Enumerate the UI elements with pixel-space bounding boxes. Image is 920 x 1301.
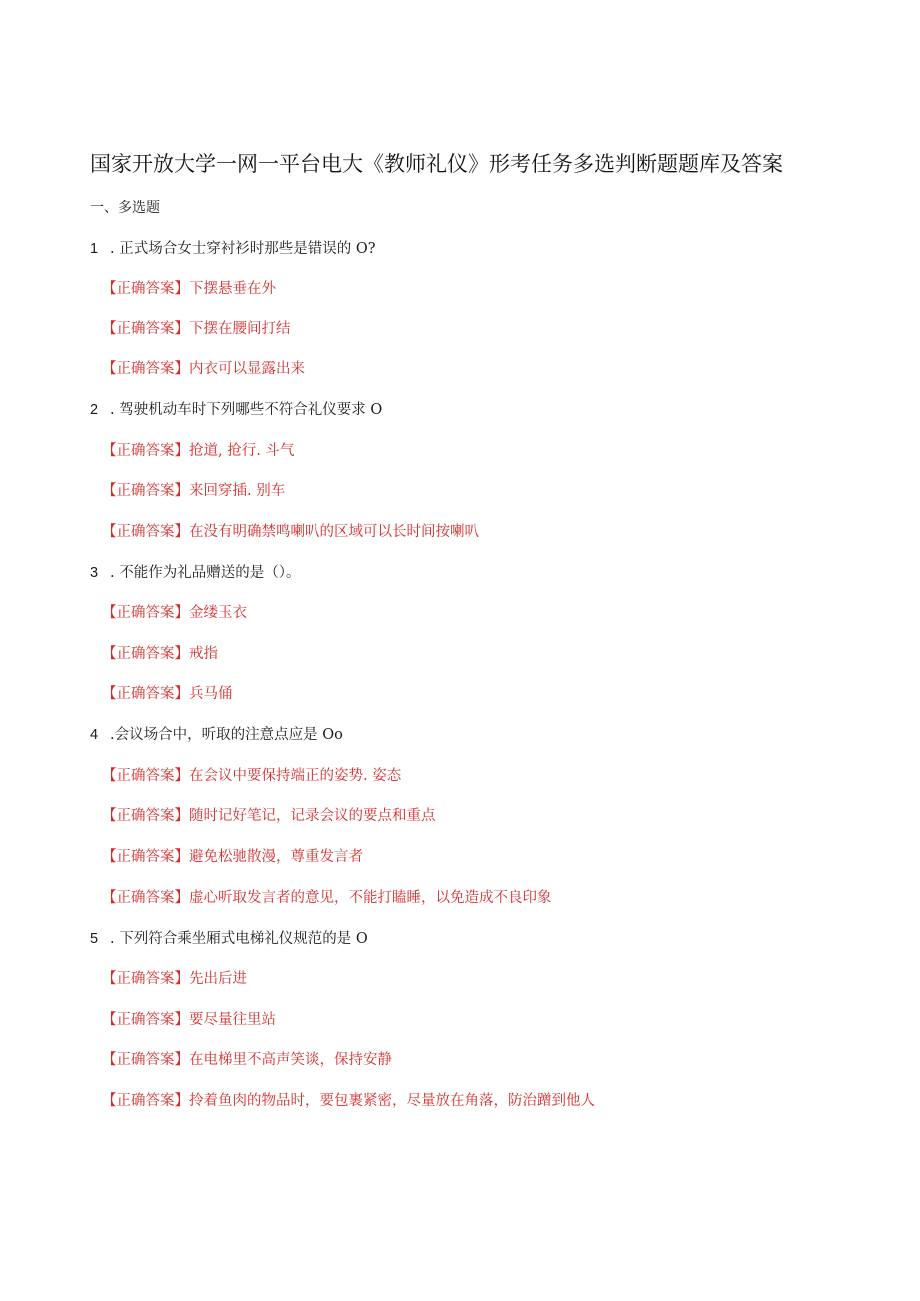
answer-5-4: 【正确答案】拎着鱼肉的物品时，要包裹紧密，尽量放在角落，防治蹭到他人 (102, 1093, 595, 1109)
question-text: . 下列符合乘坐厢式电梯礼仪规范的是 O (110, 931, 368, 947)
question-2 (90, 400, 382, 420)
answer-1-2: 【正确答案】下摆在腰间打结 (102, 321, 291, 337)
answer-3-1: 【正确答案】金缕玉衣 (102, 605, 247, 621)
answer-1-1: 【正确答案】下摆悬垂在外 (102, 281, 276, 297)
answer-2-1: 【正确答案】抢道, 抢行. 斗气 (102, 443, 295, 459)
question-text: . 正式场合女士穿衬衫时那些是错误的 O? (110, 241, 376, 257)
answer-2-2: 【正确答案】来回穿插. 别车 (102, 483, 286, 499)
question-3 (90, 563, 300, 583)
answer-5-2: 【正确答案】要尽量往里站 (102, 1012, 276, 1028)
answer-4-4: 【正确答案】虚心听取发言者的意见，不能打瞌睡，以免造成不良印象 (102, 890, 552, 906)
page-title: 国家开放大学一网一平台电大《教师礼仪》形考任务多选判断题题库及答案 (90, 152, 783, 176)
question-text: . 驾驶机动车时下列哪些不符合礼仪要求 O (110, 402, 383, 418)
question-number: 5 (90, 931, 99, 947)
question-number: 4 (90, 727, 99, 743)
question-number: 2 (90, 402, 99, 418)
question-number: 1 (90, 241, 99, 257)
question-text: . 不能作为礼品赠送的是（）。 (110, 565, 301, 581)
answer-3-2: 【正确答案】戒指 (102, 646, 218, 662)
question-number: 3 (90, 565, 99, 581)
section-heading: 一、多选题 (90, 200, 160, 216)
answer-3-3: 【正确答案】兵马俑 (102, 686, 233, 702)
answer-4-2: 【正确答案】随时记好笔记，记录会议的要点和重点 (102, 808, 436, 824)
question-1 (90, 239, 376, 259)
answer-1-3: 【正确答案】内衣可以显露出来 (102, 361, 305, 377)
answer-4-3: 【正确答案】避免松驰散漫，尊重发言者 (102, 849, 363, 865)
question-text: .会议场合中，听取的注意点应是 Oo (110, 727, 343, 743)
question-5 (90, 929, 368, 949)
answer-4-1: 【正确答案】在会议中要保持端正的姿势. 姿态 (102, 768, 402, 784)
question-4 (90, 725, 343, 745)
answer-5-1: 【正确答案】先出后进 (102, 971, 247, 987)
answer-5-3: 【正确答案】在电梯里不高声笑谈，保持安静 (102, 1052, 392, 1068)
answer-2-3: 【正确答案】在没有明确禁鸣喇叭的区域可以长时间按喇叭 (102, 524, 479, 540)
